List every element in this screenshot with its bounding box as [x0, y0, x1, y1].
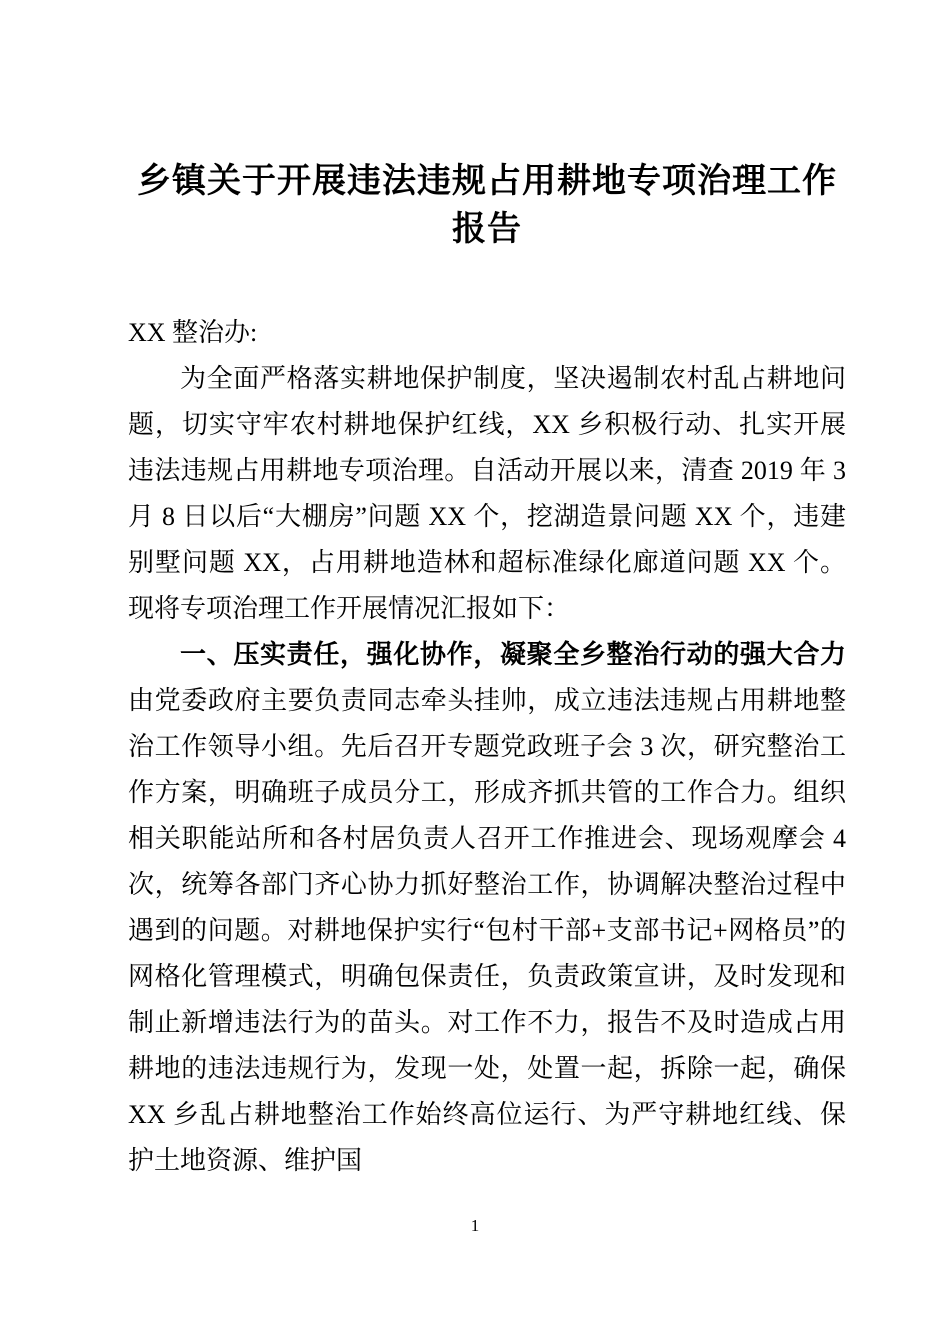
- section-1-heading: 一、压实责任，强化协作，凝聚全乡整治行动的强大合力: [180, 640, 846, 669]
- document-title-line-2: 报告: [452, 211, 522, 248]
- document-title-line-1: 乡镇关于开展违法违规占用耕地专项治理工作: [137, 163, 837, 200]
- document-title: [128, 158, 846, 254]
- section-1-paragraph: [128, 632, 846, 1184]
- intro-paragraph: 为全面严格落实耕地保护制度，坚决遏制农村乱占耕地问题，切实守牢农村耕地保护红线，XX 乡积极行动、扎实开展违法违规占用耕地专项治理。自活动开展以来，清查 2019 年 3 月 8 日以后“大棚房”问题 XX 个，挖湖造景问题 XX 个，违建别墅问题 XX，占用耕地造林和超标准绿化廊道问题 XX 个。现将专项治理工作开展情况汇报如下：: [128, 364, 846, 623]
- page-number: 1: [470, 1216, 480, 1235]
- section-1-body: 由党委政府主要负责同志牵头挂帅，成立违法违规占用耕地整治工作领导小组。先后召开专题党政班子会 3 次，研究整治工作方案，明确班子成员分工，形成齐抓共管的工作合力。组织相关职能站所和各村居负责人召开工作推进会、现场观摩会 4 次，统筹各部门齐心协力抓好整治工作，协调解决整治过程中遇到的问题。对耕地保护实行“包村干部+支部书记+网格员”的网格化管理模式，明确包保责任，负责政策宣讲，及时发现和制止新增违法行为的苗头。对工作不力，报告不及时造成占用耕地的违法违规行为，发现一处，处置一起，拆除一起，确保 XX 乡乱占耕地整治工作始终高位运行、为严守耕地红线、保护土地资源、维护国: [128, 686, 846, 1175]
- salutation: XX 整治办:: [128, 318, 258, 347]
